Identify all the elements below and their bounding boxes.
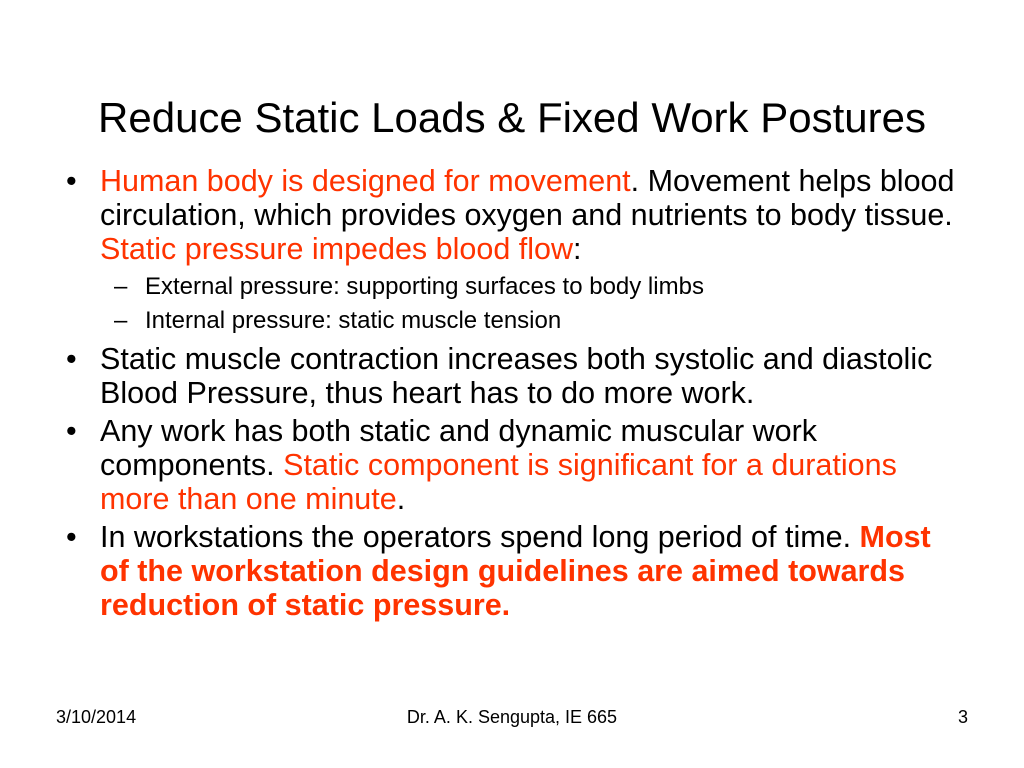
bullet-4-highlight: Most of the workstation design guidelines are aimed towards reduction of static pressure. [100, 520, 931, 622]
sub-bullet-text: External pressure: supporting surfaces to body limbs [145, 273, 704, 300]
page-number: 3 [957, 707, 968, 727]
bullet-3-highlight: Static component is significant for a durations more than one minute [100, 448, 897, 516]
bullet-2-text: Static muscle contraction increases both systolic and diastolic Blood Pressure, thus heart has to do more work. [100, 342, 933, 410]
bullet-1-colon: : [573, 232, 582, 266]
bullet-item-2 [66, 342, 966, 410]
bullet-marker: • [66, 164, 77, 198]
bullet-list [66, 164, 966, 626]
sub-bullet-item-1 [66, 270, 966, 304]
sub-bullet-list [66, 270, 966, 338]
bullet-marker: • [66, 414, 77, 448]
sub-bullet-text: Internal pressure: static muscle tension [145, 307, 562, 334]
sub-bullet-item-2 [66, 304, 966, 338]
bullet-1-text: . Movement helps blood circulation, which provides oxygen and nutrients to body tissue. [100, 164, 955, 232]
bullet-item-3 [66, 414, 966, 516]
footer-date: 3/10/2014 [56, 707, 137, 727]
bullet-1-highlight-movement: Human body is designed for movement [100, 164, 631, 198]
bullet-marker: • [66, 520, 77, 554]
bullet-3-text: Any work has both static and dynamic muscular work components. [100, 414, 818, 482]
footer-author: Dr. A. K. Sengupta, IE 665 [406, 707, 618, 727]
dash-marker: – [114, 307, 128, 334]
bullet-marker: • [66, 342, 77, 376]
bullet-3-period: . [396, 482, 406, 516]
bullet-4-text: In workstations the operators spend long period of time. [100, 520, 860, 554]
bullet-item-4 [66, 520, 966, 622]
slide-title: Reduce Static Loads & Fixed Work Postures [98, 94, 926, 141]
bullet-item-1 [66, 164, 966, 266]
bullet-1-highlight-static-pressure: Static pressure impedes blood flow [100, 232, 573, 266]
dash-marker: – [114, 273, 128, 300]
